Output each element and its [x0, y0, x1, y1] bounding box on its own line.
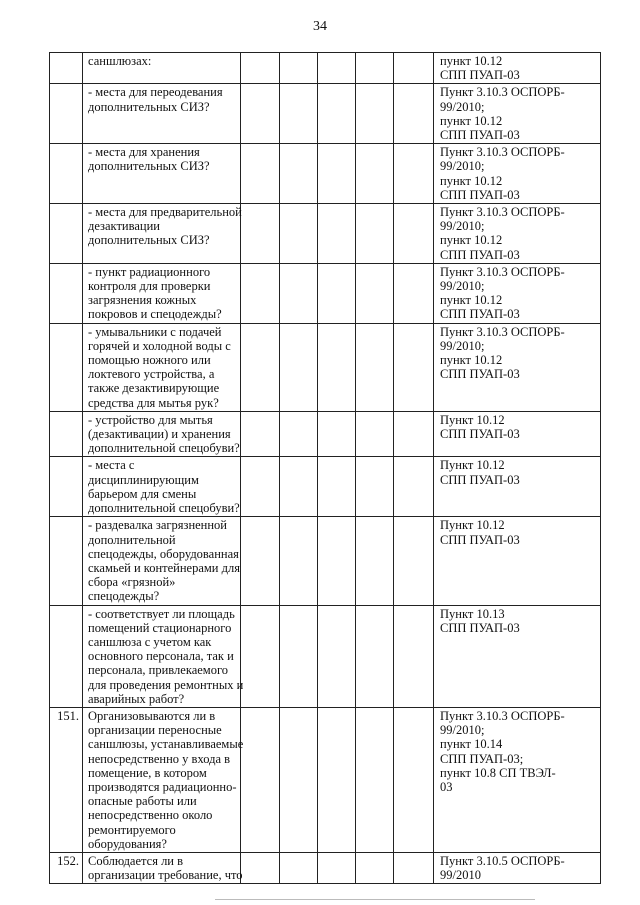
checklist-table	[49, 52, 601, 884]
question-line: Соблюдается ли в	[88, 853, 184, 868]
answer-cell	[241, 517, 280, 605]
question-line: - раздевалка загрязненной	[88, 518, 228, 533]
question-line: основного персонала, так и	[88, 649, 234, 664]
table-row	[50, 204, 601, 264]
answer-cell	[318, 84, 356, 144]
question-cell	[83, 605, 244, 707]
row-number	[50, 457, 83, 517]
question-line: дополнительных СИЗ?	[88, 99, 210, 114]
answer-cell	[394, 852, 434, 883]
reference-cell	[434, 411, 601, 457]
question-line: дисциплинирующим	[88, 472, 199, 487]
question-line: саншлюзах:	[88, 54, 152, 68]
question-line: саншлюза с учетом как	[88, 634, 212, 649]
reference-line: СПП ПУАП-03	[440, 128, 520, 143]
table-row	[50, 323, 601, 411]
answer-cell	[241, 263, 280, 323]
answer-cell	[356, 53, 394, 84]
reference-line: 03	[440, 779, 453, 794]
question-line: спецодежды, оборудованная	[88, 546, 239, 561]
reference-line: пункт 10.12	[440, 233, 503, 248]
question-cell	[83, 323, 241, 411]
reference-cell	[434, 53, 601, 84]
reference-line: СПП ПУАП-03	[440, 187, 520, 202]
answer-cell	[241, 323, 280, 411]
question-cell	[83, 852, 241, 883]
table-row	[50, 144, 601, 204]
answer-cell	[318, 53, 356, 84]
question-line: спецодежды?	[88, 589, 160, 604]
answer-cell	[356, 605, 394, 707]
question-line: скамьей и контейнерами для	[88, 560, 240, 575]
answer-cell	[318, 605, 356, 707]
reference-line: пункт 10.12	[440, 353, 503, 368]
answer-cell	[318, 263, 356, 323]
answer-cell	[318, 204, 356, 264]
answer-cell	[241, 605, 280, 707]
question-line: дезактивации	[88, 219, 160, 234]
question-line: - места с	[88, 458, 135, 473]
reference-line: СПП ПУАП-03	[440, 620, 520, 635]
question-line: барьером для смены	[88, 486, 197, 501]
reference-line: СПП ПУАП-03	[440, 367, 520, 382]
question-line: - устройство для мытья	[88, 412, 213, 427]
answer-cell	[280, 517, 318, 605]
table-row	[50, 707, 601, 852]
answer-cell	[280, 204, 318, 264]
answer-cell	[356, 204, 394, 264]
question-line: дополнительной	[88, 532, 176, 547]
question-line: производятся радиационно-	[88, 779, 237, 794]
reference-line: Пункт 3.10.3 ОСПОРБ-	[440, 145, 565, 160]
row-number	[50, 411, 83, 457]
question-cell	[83, 707, 244, 852]
reference-line: СПП ПУАП-03	[440, 427, 520, 442]
question-line: - места для предварительной	[88, 205, 242, 220]
table-row	[50, 53, 601, 84]
table-row	[50, 411, 601, 457]
answer-cell	[241, 84, 280, 144]
question-line: контроля для проверки	[88, 279, 211, 294]
question-line: дополнительной спецобуви?	[88, 501, 240, 516]
answer-cell	[394, 411, 434, 457]
answer-cell	[394, 323, 434, 411]
question-line: помещений стационарного	[88, 620, 232, 635]
reference-cell	[434, 517, 601, 605]
reference-line: 99/2010;	[440, 99, 485, 114]
question-line: сбора «грязной»	[88, 575, 176, 590]
table-row	[50, 852, 601, 883]
question-line: горячей и холодной воды с	[88, 338, 231, 353]
question-line: помощью ножного или	[88, 353, 211, 368]
answer-cell	[280, 411, 318, 457]
answer-cell	[280, 457, 318, 517]
reference-cell	[434, 263, 601, 323]
answer-cell	[280, 84, 318, 144]
question-line: непосредственно у входа в	[88, 751, 231, 766]
reference-line: пункт 10.8 СП ТВЭЛ-	[440, 765, 556, 780]
checklist-body	[50, 53, 601, 884]
answer-cell	[241, 53, 280, 84]
reference-line: Пункт 3.10.3 ОСПОРБ-	[440, 708, 565, 723]
question-line: загрязнения кожных	[88, 293, 197, 308]
reference-line: Пункт 3.10.3 ОСПОРБ-	[440, 264, 565, 279]
question-line: дополнительных СИЗ?	[88, 159, 210, 174]
question-line: - умывальники с подачей	[88, 324, 222, 339]
reference-cell	[434, 457, 601, 517]
question-line: аварийных работ?	[88, 691, 185, 706]
row-number	[50, 323, 83, 411]
table-row	[50, 517, 601, 605]
answer-cell	[356, 517, 394, 605]
answer-cell	[318, 323, 356, 411]
answer-cell	[241, 457, 280, 517]
question-line: организации требование, что	[88, 868, 243, 883]
row-number	[50, 517, 83, 605]
question-line: для проведения ремонтных и	[88, 677, 244, 692]
answer-cell	[394, 707, 434, 852]
answer-cell	[318, 852, 356, 883]
question-line: покровов и спецодежды?	[88, 307, 222, 322]
question-line: организации переносные	[88, 723, 222, 738]
answer-cell	[280, 263, 318, 323]
reference-line: СПП ПУАП-03	[440, 532, 520, 547]
reference-line: Пункт 3.10.5 ОСПОРБ-	[440, 853, 565, 868]
row-number	[50, 605, 83, 707]
question-cell	[83, 457, 241, 517]
answer-cell	[356, 323, 394, 411]
question-cell	[83, 263, 241, 323]
answer-cell	[280, 323, 318, 411]
answer-cell	[280, 605, 318, 707]
reference-line: СПП ПУАП-03	[440, 472, 520, 487]
reference-line: пункт 10.12	[440, 113, 503, 128]
answer-cell	[241, 144, 280, 204]
reference-line: Пункт 3.10.3 ОСПОРБ-	[440, 85, 565, 100]
answer-cell	[241, 204, 280, 264]
reference-line: пункт 10.12	[440, 173, 503, 188]
question-line: оборудования?	[88, 836, 167, 851]
answer-cell	[280, 852, 318, 883]
question-line: опасные работы или	[88, 794, 197, 809]
question-cell	[83, 517, 241, 605]
reference-line: пункт 10.14	[440, 737, 503, 752]
table-row	[50, 605, 601, 707]
answer-cell	[356, 84, 394, 144]
question-line: - пункт радиационного	[88, 264, 211, 279]
reference-cell	[434, 144, 601, 204]
answer-cell	[241, 411, 280, 457]
reference-line: СПП ПУАП-03	[440, 247, 520, 262]
row-number	[50, 263, 83, 323]
table-row	[50, 457, 601, 517]
question-line: - соответствует ли площадь	[88, 606, 235, 621]
answer-cell	[356, 852, 394, 883]
reference-line: Пункт 10.12	[440, 518, 505, 533]
answer-cell	[280, 707, 318, 852]
answer-cell	[394, 144, 434, 204]
reference-line: Пункт 10.12	[440, 412, 505, 427]
answer-cell	[280, 53, 318, 84]
question-line: дополнительной спецобуви?	[88, 441, 240, 456]
reference-line: СПП ПУАП-03;	[440, 751, 524, 766]
question-line: персонала, привлекаемого	[88, 663, 229, 678]
answer-cell	[356, 457, 394, 517]
row-number	[50, 204, 83, 264]
question-line: - места для хранения	[88, 145, 200, 160]
answer-cell	[356, 707, 394, 852]
row-number: 152.	[50, 852, 83, 883]
answer-cell	[241, 852, 280, 883]
answer-cell	[394, 517, 434, 605]
reference-line: Пункт 10.12	[440, 458, 505, 473]
reference-cell	[434, 852, 601, 883]
question-cell	[83, 144, 241, 204]
answer-cell	[356, 411, 394, 457]
row-number	[50, 53, 83, 84]
reference-line: пункт 10.12	[440, 54, 503, 68]
answer-cell	[356, 144, 394, 204]
question-line: средства для мытья рук?	[88, 395, 219, 410]
reference-line: СПП ПУАП-03	[440, 307, 520, 322]
reference-line: 99/2010;	[440, 279, 485, 294]
row-number	[50, 84, 83, 144]
question-line: Организовываются ли в	[88, 708, 216, 723]
answer-cell	[394, 605, 434, 707]
reference-cell	[434, 204, 601, 264]
reference-line: Пункт 3.10.3 ОСПОРБ-	[440, 324, 565, 339]
question-line: ремонтируемого	[88, 822, 176, 837]
question-line: также дезактивирующие	[88, 381, 220, 396]
answer-cell	[356, 263, 394, 323]
bottom-rule	[215, 899, 535, 900]
reference-cell	[434, 323, 601, 411]
question-cell	[83, 204, 241, 264]
question-line: локтевого устройства, а	[88, 367, 215, 382]
question-line: дополнительных СИЗ?	[88, 233, 210, 248]
question-line: непосредственно около	[88, 808, 213, 823]
reference-line: 99/2010;	[440, 219, 485, 234]
answer-cell	[241, 707, 280, 852]
table-row	[50, 263, 601, 323]
answer-cell	[318, 457, 356, 517]
reference-line: пункт 10.12	[440, 293, 503, 308]
answer-cell	[394, 263, 434, 323]
question-line: саншлюзы, устанавливаемые	[88, 737, 244, 752]
row-number	[50, 144, 83, 204]
question-cell	[83, 84, 241, 144]
reference-line: 99/2010;	[440, 159, 485, 174]
table-row	[50, 84, 601, 144]
question-line: - места для переодевания	[88, 85, 223, 100]
reference-cell	[434, 605, 601, 707]
reference-cell	[434, 84, 601, 144]
answer-cell	[318, 411, 356, 457]
question-line: помещение, в котором	[88, 765, 207, 780]
answer-cell	[318, 144, 356, 204]
reference-line: 99/2010	[440, 868, 481, 883]
answer-cell	[394, 204, 434, 264]
answer-cell	[394, 53, 434, 84]
answer-cell	[394, 84, 434, 144]
answer-cell	[280, 144, 318, 204]
reference-line: 99/2010;	[440, 338, 485, 353]
page-number: 34	[313, 19, 327, 34]
answer-cell	[318, 707, 356, 852]
question-line: (дезактивации) и хранения	[88, 427, 231, 442]
reference-line: СПП ПУАП-03	[440, 68, 520, 83]
question-cell	[83, 53, 241, 84]
reference-cell	[434, 707, 601, 852]
reference-line: 99/2010;	[440, 723, 485, 738]
reference-line: Пункт 10.13	[440, 606, 505, 621]
row-number: 151.	[50, 707, 83, 852]
reference-line: Пункт 3.10.3 ОСПОРБ-	[440, 205, 565, 220]
answer-cell	[318, 517, 356, 605]
answer-cell	[394, 457, 434, 517]
question-cell	[83, 411, 241, 457]
